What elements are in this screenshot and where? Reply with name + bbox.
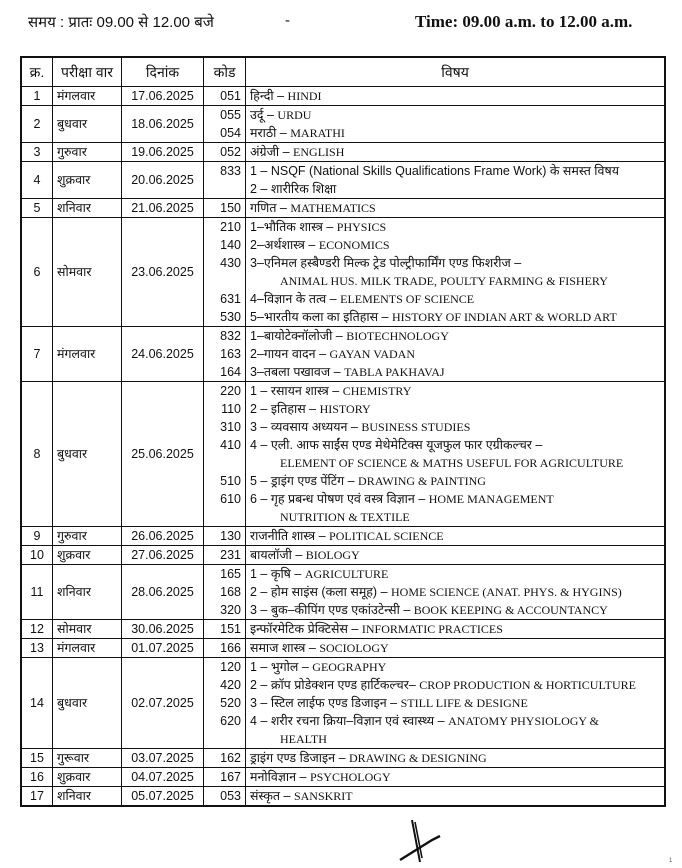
exam-date: 05.07.2025 (122, 787, 204, 807)
subject-hindi: 5 – ड्राइंग एण्ड पेंटिंग – (250, 474, 355, 488)
subject-line (250, 180, 660, 198)
subject-hindi: गणित – (250, 201, 287, 215)
exam-day: बुधवार (53, 658, 122, 749)
serial-number: 17 (21, 787, 53, 807)
subject-line (250, 730, 660, 748)
table-row (21, 768, 665, 787)
subject-line (250, 508, 660, 526)
subject-english: HISTORY OF INDIAN ART & WORLD ART (391, 310, 617, 324)
subject-english: SOCIOLOGY (319, 641, 389, 655)
subject-english: NUTRITION & TEXTILE (280, 510, 410, 524)
exam-date: 28.06.2025 (122, 565, 204, 620)
table-row (21, 749, 665, 768)
subject-english: ANATOMY PHYSIOLOGY & (448, 714, 599, 728)
serial-number: 4 (21, 162, 53, 199)
table-row (21, 658, 665, 749)
subject-english: BIOLOGY (305, 548, 360, 562)
subject-english: TABLA PAKHAVAJ (344, 365, 445, 379)
subject-line (250, 418, 660, 436)
subject-code: 833 (220, 164, 241, 178)
subject-english: BOOK KEEPING & ACCOUNTANCY (413, 603, 608, 617)
subject-code: 120 (220, 660, 241, 674)
exam-day: बुधवार (53, 106, 122, 143)
subject-english: STILL LIFE & DESIGNE (400, 696, 528, 710)
subject-codes (204, 106, 246, 143)
subject-codes (204, 527, 246, 546)
table-row (21, 199, 665, 218)
col-header-subject: विषय (246, 57, 666, 87)
header-separator: - (285, 12, 290, 29)
subject-english: MATHEMATICS (290, 201, 376, 215)
subject-english: AGRICULTURE (304, 567, 389, 581)
subject-code: 165 (220, 567, 241, 581)
subject-code: 210 (220, 220, 241, 234)
subjects (246, 787, 666, 807)
subject-english: HOME MANAGEMENT (428, 492, 554, 506)
page-mark: 1 (669, 858, 673, 864)
serial-number: 16 (21, 768, 53, 787)
exam-date: 25.06.2025 (122, 382, 204, 527)
exam-day: शनिवार (53, 787, 122, 807)
subject-hindi: 2–अर्थशास्त्र – (250, 238, 316, 252)
subject-line (250, 199, 660, 217)
subject-hindi: 5–भारतीय कला का इतिहास – (250, 310, 389, 324)
subject-line (250, 601, 660, 619)
subject-codes (204, 620, 246, 639)
subject-line (250, 787, 660, 805)
subject-line (250, 308, 660, 326)
subjects (246, 162, 666, 199)
subject-hindi: इन्फॉरमेटिक प्रेक्टिसेस – (250, 622, 359, 636)
table-row (21, 106, 665, 143)
exam-day: शुक्रवार (53, 768, 122, 787)
subject-codes (204, 162, 246, 199)
subjects (246, 768, 666, 787)
subject-hindi: 1–बायोटेक्नॉलोजी – (250, 329, 343, 343)
subject-hindi: 2 – होम साइंस (कला समूह) – (250, 585, 388, 599)
subject-line (250, 272, 660, 290)
subject-english: SANSKRIT (293, 789, 353, 803)
subject-code (208, 180, 241, 198)
subject-code: 832 (220, 329, 241, 343)
subject-line (250, 254, 660, 272)
subject-code: 167 (220, 770, 241, 784)
subject-code: 162 (220, 751, 241, 765)
subjects (246, 658, 666, 749)
exam-date: 01.07.2025 (122, 639, 204, 658)
subject-english: HINDI (287, 89, 322, 103)
subject-hindi: 4–विज्ञान के तत्व – (250, 292, 337, 306)
subject-code: 168 (220, 585, 241, 599)
col-header-code: कोड (204, 57, 246, 87)
exam-date: 04.07.2025 (122, 768, 204, 787)
subject-english: GAYAN VADAN (329, 347, 415, 361)
subject-hindi: समाज शास्त्र – (250, 641, 316, 655)
exam-day: मंगलवार (53, 327, 122, 382)
subject-code: 320 (220, 603, 241, 617)
subject-codes (204, 218, 246, 327)
serial-number: 6 (21, 218, 53, 327)
subject-code: 410 (220, 438, 241, 452)
page-header (0, 10, 682, 36)
subject-hindi: ड्राइंग एण्ड डिजाइन – (250, 751, 346, 765)
subject-line (250, 236, 660, 254)
subject-line (250, 565, 660, 583)
serial-number: 3 (21, 143, 53, 162)
subject-code: 631 (220, 292, 241, 306)
table-row (21, 327, 665, 382)
subject-codes (204, 787, 246, 807)
subject-code: 520 (220, 696, 241, 710)
subject-hindi: मनोविज्ञान – (250, 770, 307, 784)
subject-codes (204, 639, 246, 658)
subject-codes (204, 768, 246, 787)
exam-day: शुक्रवार (53, 162, 122, 199)
subject-english: GEOGRAPHY (312, 660, 387, 674)
subject-line (250, 124, 660, 142)
exam-date: 17.06.2025 (122, 87, 204, 106)
subject-hindi: 1 – NSQF (National Skills Qualifications Frame Work) के समस्त विषय (250, 164, 619, 178)
subject-line (250, 712, 660, 730)
subject-codes (204, 199, 246, 218)
subject-hindi: 6 – गृह प्रबन्ध पोषण एवं वस्त्र विज्ञान – (250, 492, 426, 506)
subject-hindi: 2 – इतिहास – (250, 402, 317, 416)
subject-hindi: 2–गायन वादन – (250, 347, 327, 361)
subject-hindi: 3–एनिमल हस्बैण्डरी मिल्क ट्रेड पोल्ट्रीफार्मिंग एण्ड फिशरीज – (250, 256, 522, 270)
subject-code: 053 (220, 789, 241, 803)
subject-line (250, 143, 660, 161)
subject-code: 231 (220, 548, 241, 562)
exam-day: बुधवार (53, 382, 122, 527)
subject-line (250, 400, 660, 418)
subject-codes (204, 658, 246, 749)
exam-date: 30.06.2025 (122, 620, 204, 639)
subject-code: 054 (220, 126, 241, 140)
subject-english: POLITICAL SCIENCE (329, 529, 444, 543)
subjects (246, 199, 666, 218)
exam-day: शुक्रवार (53, 546, 122, 565)
subject-codes (204, 87, 246, 106)
subject-code: 166 (220, 641, 241, 655)
exam-day: शनिवार (53, 565, 122, 620)
subject-hindi: 1 – भुगोल – (250, 660, 309, 674)
serial-number: 14 (21, 658, 53, 749)
serial-number: 1 (21, 87, 53, 106)
subject-code (208, 454, 241, 472)
subject-english: HISTORY (319, 402, 371, 416)
table-row (21, 527, 665, 546)
subject-english: ECONOMICS (318, 238, 390, 252)
subject-hindi: 1–भौतिक शास्त्र – (250, 220, 334, 234)
subject-english: ENGLISH (293, 145, 345, 159)
subject-code: 055 (220, 108, 241, 122)
subject-code: 510 (220, 474, 241, 488)
subject-hindi: उर्दू – (250, 108, 274, 122)
time-english: Time: 09.00 a.m. to 12.00 a.m. (415, 12, 633, 31)
subject-codes (204, 143, 246, 162)
subject-code (208, 508, 241, 526)
subject-hindi: 2 – शारीरिक शिक्षा (250, 182, 337, 196)
subjects (246, 565, 666, 620)
subject-codes (204, 327, 246, 382)
exam-date: 21.06.2025 (122, 199, 204, 218)
serial-number: 7 (21, 327, 53, 382)
table-body (21, 87, 665, 807)
subjects (246, 218, 666, 327)
col-header-serial: क्र. (21, 57, 53, 87)
subject-line (250, 490, 660, 508)
serial-number: 2 (21, 106, 53, 143)
serial-number: 5 (21, 199, 53, 218)
table-row (21, 620, 665, 639)
subject-line (250, 768, 660, 786)
subject-line (250, 436, 660, 454)
subject-line (250, 454, 660, 472)
subjects (246, 106, 666, 143)
subjects (246, 639, 666, 658)
subject-hindi: 2 – क्रॉप प्रोडेक्शन एण्ड हार्टिकल्चर– (250, 678, 416, 692)
subject-english: ELEMENTS OF SCIENCE (340, 292, 475, 306)
exam-date: 18.06.2025 (122, 106, 204, 143)
subject-hindi: 1 – रसायन शास्त्र – (250, 384, 340, 398)
subject-line (250, 327, 660, 345)
subject-line (250, 87, 660, 105)
serial-number: 10 (21, 546, 53, 565)
subjects (246, 620, 666, 639)
serial-number: 9 (21, 527, 53, 546)
subject-code: 163 (220, 347, 241, 361)
serial-number: 13 (21, 639, 53, 658)
subject-code: 110 (221, 402, 241, 416)
subject-english: HEALTH (280, 732, 327, 746)
subject-line (250, 218, 660, 236)
time-hindi: समय : प्रातः 09.00 से 12.00 बजे (28, 14, 214, 31)
subject-code: 310 (220, 420, 241, 434)
subject-hindi: मराठी – (250, 126, 287, 140)
exam-date: 27.06.2025 (122, 546, 204, 565)
subjects (246, 327, 666, 382)
subject-english: MARATHI (290, 126, 345, 140)
subject-hindi: 3 – व्यवसाय अध्ययन – (250, 420, 358, 434)
subject-line (250, 106, 660, 124)
table-row (21, 565, 665, 620)
subject-english: PSYCHOLOGY (309, 770, 391, 784)
exam-date: 03.07.2025 (122, 749, 204, 768)
exam-date: 20.06.2025 (122, 162, 204, 199)
subject-code: 140 (220, 238, 241, 252)
subject-hindi: 3 – स्टिल लाईफ एण्ड डिजाइन – (250, 696, 398, 710)
subject-line (250, 694, 660, 712)
subject-english: CROP PRODUCTION & HORTICULTURE (419, 678, 637, 692)
subject-line (250, 290, 660, 308)
exam-day: गुरुवार (53, 527, 122, 546)
subject-code: 150 (220, 201, 241, 215)
signature-icon (398, 818, 458, 864)
subject-code: 052 (220, 145, 241, 159)
subjects (246, 382, 666, 527)
table-row (21, 218, 665, 327)
table-row (21, 639, 665, 658)
subjects (246, 527, 666, 546)
exam-day: मंगलवार (53, 87, 122, 106)
subject-english: CHEMISTRY (342, 384, 412, 398)
col-header-exam-day: परीक्षा वार (53, 57, 122, 87)
subject-codes (204, 382, 246, 527)
subject-line (250, 382, 660, 400)
subject-code: 530 (220, 310, 241, 324)
subject-english: INFORMATIC PRACTICES (361, 622, 503, 636)
subject-english: URDU (277, 108, 312, 122)
subject-english: BIOTECHNOLOGY (346, 329, 449, 343)
subject-code: 220 (220, 384, 241, 398)
exam-date: 19.06.2025 (122, 143, 204, 162)
exam-date: 26.06.2025 (122, 527, 204, 546)
subject-hindi: राजनीति शास्त्र – (250, 529, 326, 543)
table-row (21, 546, 665, 565)
subject-line (250, 749, 660, 767)
subject-line (250, 676, 660, 694)
subject-code: 430 (220, 256, 241, 270)
exam-day: सोमवार (53, 218, 122, 327)
subject-line (250, 583, 660, 601)
table-row (21, 162, 665, 199)
subject-line (250, 345, 660, 363)
serial-number: 11 (21, 565, 53, 620)
exam-day: मंगलवार (53, 639, 122, 658)
subject-line (250, 620, 660, 638)
subject-codes (204, 565, 246, 620)
subject-code: 164 (220, 365, 241, 379)
subject-english: ELEMENT OF SCIENCE & MATHS USEFUL FOR AGRICULTURE (280, 456, 624, 470)
subjects (246, 143, 666, 162)
subject-code: 130 (220, 529, 241, 543)
exam-date: 24.06.2025 (122, 327, 204, 382)
serial-number: 8 (21, 382, 53, 527)
subject-hindi: अंग्रेजी – (250, 145, 290, 159)
table-header-row (21, 57, 665, 87)
subject-english: PHYSICS (336, 220, 387, 234)
exam-day: शनिवार (53, 199, 122, 218)
exam-date: 02.07.2025 (122, 658, 204, 749)
subject-line (250, 546, 660, 564)
subject-codes (204, 749, 246, 768)
exam-date: 23.06.2025 (122, 218, 204, 327)
exam-day: गुरूवार (53, 749, 122, 768)
subject-line (250, 639, 660, 657)
subject-code: 420 (220, 678, 241, 692)
subject-hindi: 4 – एली. आफ साईंस एण्ड मेथेमेटिक्स यूजफुल फार एग्रीकल्चर – (250, 438, 543, 452)
subject-hindi: संस्कृत – (250, 789, 291, 803)
subject-english: ANIMAL HUS. MILK TRADE, POULTY FARMING & FISHERY (280, 274, 608, 288)
subject-line (250, 527, 660, 545)
subject-line (250, 363, 660, 381)
subject-code (208, 272, 241, 290)
subject-code (208, 730, 241, 748)
subject-hindi: 4 – शरीर रचना क्रिया–विज्ञान एवं स्वास्थ्य – (250, 714, 445, 728)
subject-english: BUSINESS STUDIES (361, 420, 471, 434)
subjects (246, 749, 666, 768)
subject-line (250, 162, 660, 180)
subject-english: HOME SCIENCE (ANAT. PHYS. & HYGINS) (391, 585, 622, 599)
col-header-date: दिनांक (122, 57, 204, 87)
table-row (21, 787, 665, 807)
subject-hindi: 3 – बुक–कीपिंग एण्ड एकांउटेन्सी – (250, 603, 411, 617)
table-row (21, 382, 665, 527)
subject-codes (204, 546, 246, 565)
subject-line (250, 472, 660, 490)
exam-day: सोमवार (53, 620, 122, 639)
subject-line (250, 658, 660, 676)
subject-english: DRAWING & DESIGNING (349, 751, 487, 765)
table-row (21, 143, 665, 162)
subject-hindi: बायलॉजी – (250, 548, 303, 562)
subject-code: 620 (220, 714, 241, 728)
subject-hindi: 1 – कृषि – (250, 567, 302, 581)
subject-hindi: 3–तबला पखावज – (250, 365, 341, 379)
subject-english: DRAWING & PAINTING (358, 474, 486, 488)
subject-code: 051 (220, 89, 241, 103)
subject-code: 151 (220, 622, 241, 636)
table-row (21, 87, 665, 106)
exam-schedule-table (20, 56, 666, 807)
subject-code: 610 (220, 492, 241, 506)
serial-number: 12 (21, 620, 53, 639)
subjects (246, 546, 666, 565)
serial-number: 15 (21, 749, 53, 768)
exam-day: गुरुवार (53, 143, 122, 162)
subjects (246, 87, 666, 106)
subject-hindi: हिन्दी – (250, 89, 285, 103)
